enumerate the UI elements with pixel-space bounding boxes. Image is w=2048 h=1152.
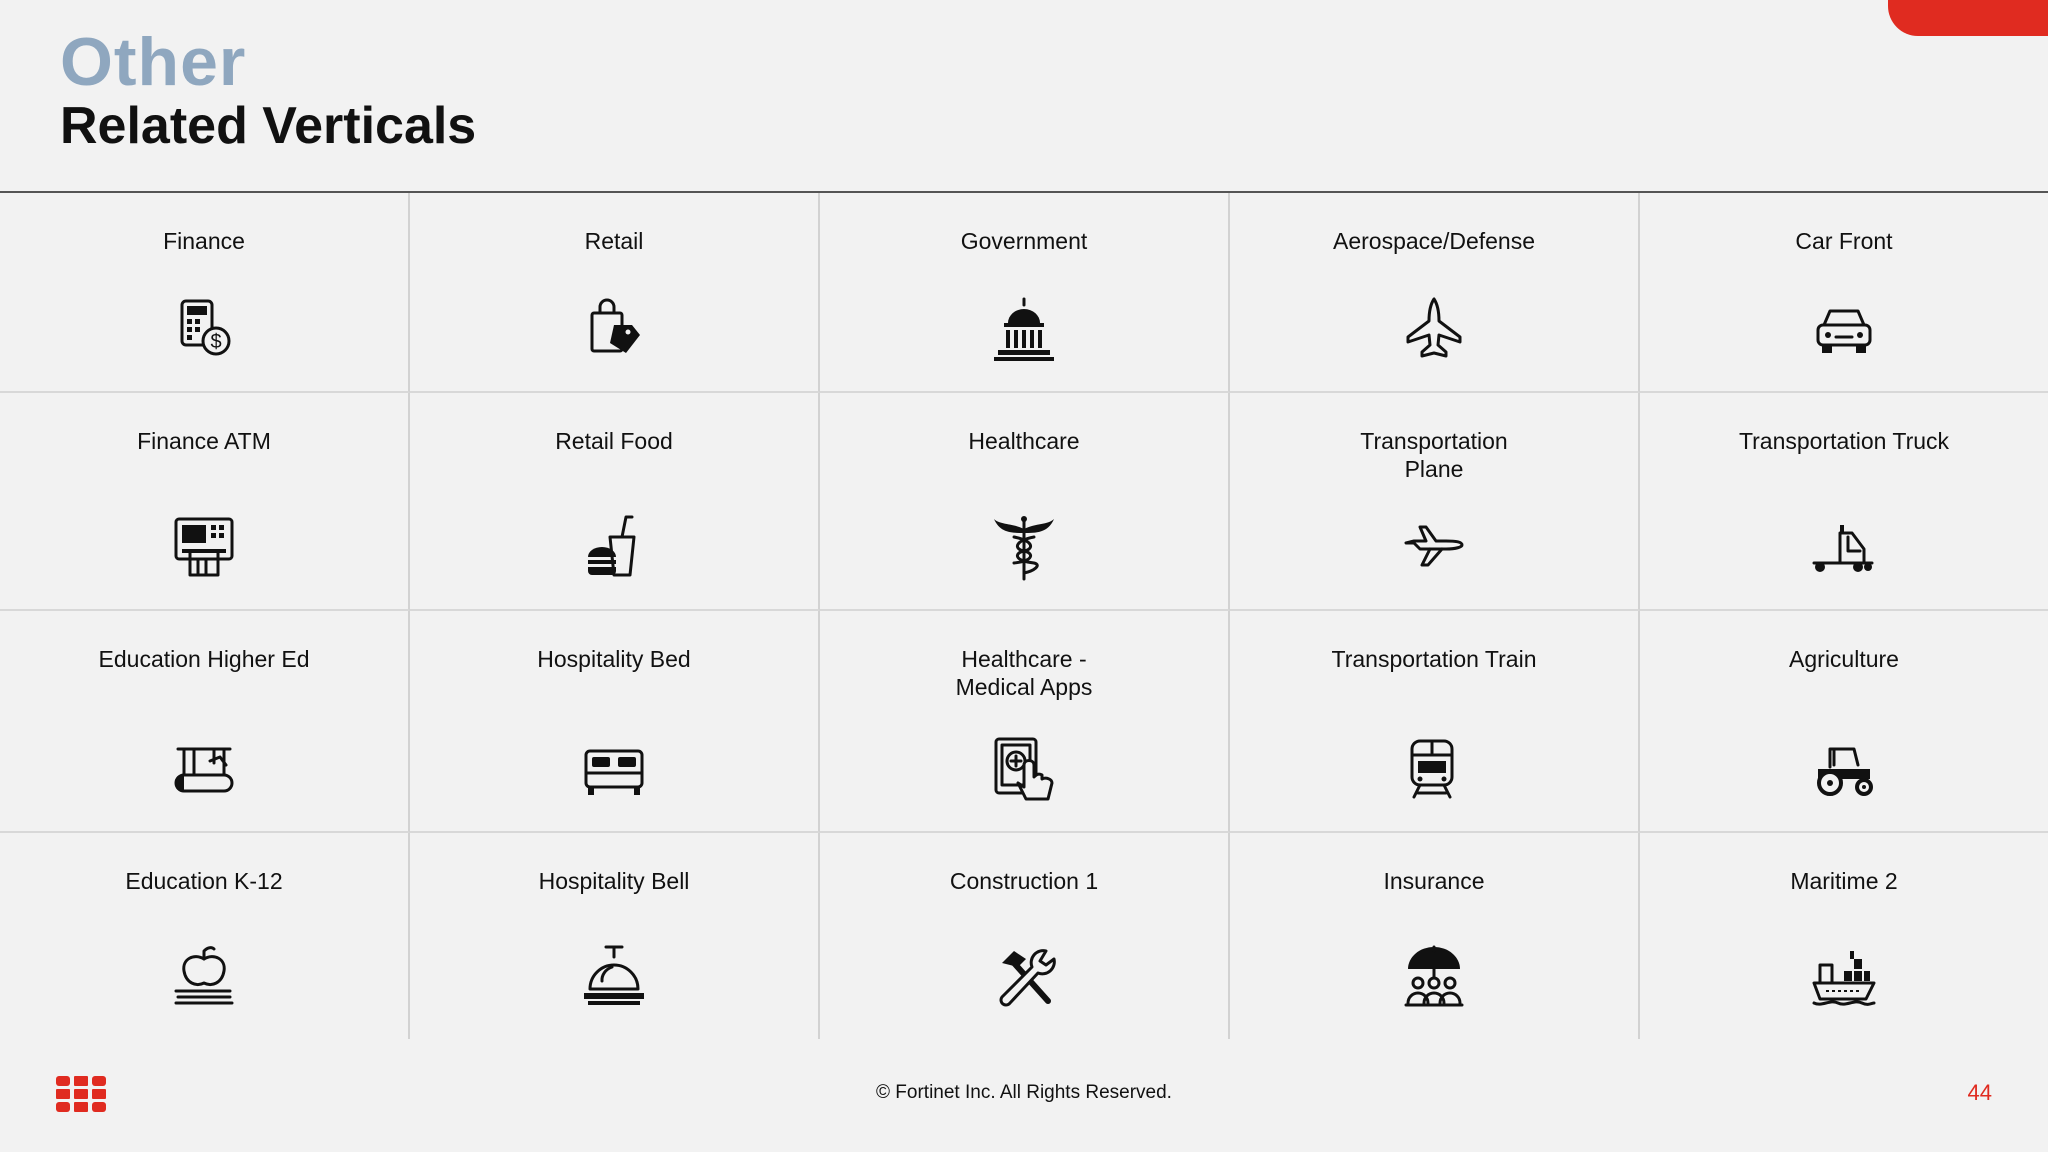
tablet-medical-touch-icon xyxy=(990,735,1058,803)
fighter-jet-icon xyxy=(1400,295,1468,363)
vertical-cell xyxy=(1640,393,2048,611)
vertical-cell xyxy=(1640,833,2048,1039)
service-bell-icon xyxy=(580,943,648,1011)
vertical-cell xyxy=(0,611,410,833)
verticals-grid xyxy=(0,191,2048,1039)
vertical-label: Transportation Train xyxy=(1331,646,1537,672)
umbrella-people-icon xyxy=(1400,943,1468,1011)
atm-icon xyxy=(170,513,238,581)
vertical-cell xyxy=(820,833,1230,1039)
vertical-label: Retail xyxy=(584,228,644,254)
vertical-cell xyxy=(0,193,410,393)
vertical-label: Agriculture xyxy=(1789,646,1899,672)
truck-icon xyxy=(1810,513,1878,581)
train-icon xyxy=(1400,735,1468,803)
vertical-cell xyxy=(1230,833,1640,1039)
calculator-dollar-icon xyxy=(170,295,238,363)
vertical-cell xyxy=(410,611,820,833)
tractor-icon xyxy=(1810,735,1878,803)
hammer-wrench-icon xyxy=(990,943,1058,1011)
vertical-label: Finance xyxy=(163,228,245,254)
airplane-icon xyxy=(1400,513,1468,581)
page-number: 44 xyxy=(1967,1080,1992,1105)
copyright-text: © Fortinet Inc. All Rights Reserved. xyxy=(876,1082,1172,1103)
capitol-building-icon xyxy=(990,295,1058,363)
vertical-label: Hospitality Bed xyxy=(537,646,691,672)
shopping-bag-tag-icon xyxy=(580,295,648,363)
page-title-line1: Other xyxy=(60,24,247,100)
vertical-label: Aerospace/Defense xyxy=(1332,228,1535,254)
car-front-icon xyxy=(1810,295,1878,363)
bed-icon xyxy=(580,735,648,803)
vertical-cell xyxy=(410,393,820,611)
vertical-label: Retail Food xyxy=(555,428,673,454)
vertical-label: Insurance xyxy=(1383,868,1485,894)
vertical-label: Education Higher Ed xyxy=(98,646,310,672)
vertical-label: Education K-12 xyxy=(125,868,283,894)
vertical-label: Transportation Truck xyxy=(1738,428,1950,454)
vertical-label: Finance ATM xyxy=(137,428,271,454)
vertical-cell xyxy=(1230,193,1640,393)
vertical-cell xyxy=(1230,611,1640,833)
caduceus-icon xyxy=(990,513,1058,581)
vertical-label: Car Front xyxy=(1795,228,1893,254)
vertical-label: Construction 1 xyxy=(949,868,1099,894)
vertical-label: Government xyxy=(960,228,1088,254)
vertical-label: Healthcare xyxy=(968,428,1080,454)
svg-text:$: $ xyxy=(210,331,222,353)
vertical-label: Maritime 2 xyxy=(1790,868,1898,894)
red-accent-tab xyxy=(1888,0,2048,36)
vertical-cell xyxy=(820,611,1230,833)
vertical-cell xyxy=(410,833,820,1039)
apple-books-icon xyxy=(170,943,238,1011)
vertical-cell xyxy=(0,393,410,611)
vertical-cell xyxy=(410,193,820,393)
vertical-cell xyxy=(820,193,1230,393)
burger-drink-icon xyxy=(580,513,648,581)
vertical-label: Healthcare - Medical Apps xyxy=(955,646,1093,700)
vertical-cell xyxy=(1230,393,1640,611)
vertical-cell xyxy=(1640,611,2048,833)
vertical-cell xyxy=(0,833,410,1039)
vertical-cell xyxy=(1640,193,2048,393)
page-title-line2: Related Verticals xyxy=(60,97,477,155)
vertical-label: Hospitality Bell xyxy=(538,868,690,894)
scroll-desk-icon xyxy=(170,735,238,803)
cargo-ship-icon xyxy=(1810,943,1878,1011)
vertical-label: Transportation Plane xyxy=(1360,428,1508,482)
vertical-cell xyxy=(820,393,1230,611)
